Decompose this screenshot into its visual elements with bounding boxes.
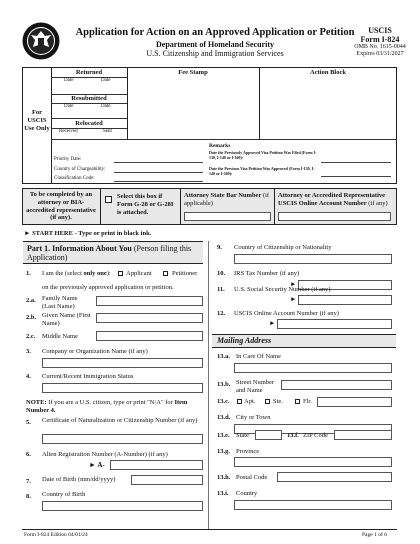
country-chargeability-label: Country of Chargeability: <box>54 167 106 172</box>
company-label: Company or Organization Name (if any) <box>42 348 148 355</box>
agency-name: U.S. Citizenship and Immigration Services <box>146 49 284 58</box>
sent-label: Sent <box>103 129 112 134</box>
state-bar-label-text: Attorney State Bar Number <box>184 192 262 199</box>
arrow-right-icon: ► <box>290 281 297 288</box>
remarks-label: Remarks <box>209 143 231 149</box>
country-of-birth-input[interactable] <box>42 501 203 511</box>
unit-number-input[interactable] <box>317 397 392 407</box>
family-name-input[interactable] <box>96 296 203 306</box>
country-of-birth-label: Country of Birth <box>42 491 86 498</box>
mailing-address-title: Mailing Address <box>217 336 272 345</box>
ssn-arrow <box>290 296 296 304</box>
naturalization-label: Certificate of Naturalization or Citizenship Number (if any) <box>42 417 198 424</box>
item-7-number: 7. <box>26 478 31 485</box>
classification-code-label: Classification Code: <box>54 176 95 181</box>
item-1-prompt <box>42 270 111 278</box>
form-title: Application for Action on an Approved Application or Petition <box>75 27 355 38</box>
note-text: If you are a U.S. citizen, type or print "N/A" for <box>48 399 173 406</box>
item-2c-number: 2.c. <box>26 333 36 340</box>
applicant-label: Applicant <box>126 270 152 277</box>
expiration-date: Expires 03/31/2027 <box>356 51 404 57</box>
item-13h-number: 13.h. <box>217 474 231 481</box>
note-item: Item Number 4. <box>26 399 188 414</box>
relocated-label: Relocated <box>75 120 103 127</box>
part1-subtitle: (Person filing this Application) <box>27 244 192 263</box>
a-number-label: Alien Registration Number (A-Number) (if any) <box>42 451 168 458</box>
item-3-number: 3. <box>26 348 31 355</box>
item-12-number: 12. <box>217 310 226 317</box>
item-10-number: 10. <box>217 270 226 277</box>
item-13d-number: 13.d. <box>217 414 231 421</box>
arrow-right-icon: ► <box>89 461 96 469</box>
online-account-qualifier: (if any) <box>368 199 388 207</box>
dob-input[interactable] <box>131 475 203 485</box>
state-bar-label <box>184 192 272 208</box>
arrow-right-icon: ► <box>269 320 276 327</box>
remarks-filed-text: Date the Previously Approved Visa Petition Was Filed (Form I-130, I-140 or I-360): <box>209 150 317 160</box>
resubmitted-date-label-2: Date <box>101 104 111 109</box>
returned-date-label-2: Date <box>101 78 111 83</box>
province-label: Province <box>236 448 260 455</box>
middle-name-label: Middle Name <box>42 333 78 340</box>
department-name: Department of Homeland Security <box>156 40 274 49</box>
item-1-prompt-only: only one <box>83 270 107 277</box>
irs-label: IRS Tax Number (if any) <box>234 270 300 277</box>
flr-checkbox[interactable] <box>295 399 300 404</box>
state-select[interactable] <box>255 430 282 440</box>
start-here-text: START HERE - Type or print in black ink. <box>32 230 152 237</box>
item-1-prompt-pre: I am the (select <box>42 270 82 277</box>
middle-name-input[interactable] <box>96 331 203 341</box>
part1-title-text: Part 1. Information About You <box>27 244 132 253</box>
country-label: Country <box>236 490 258 497</box>
a-number-prefix-text: A- <box>97 461 105 469</box>
resubmitted-label: Resubmitted <box>71 95 107 102</box>
given-name-input[interactable] <box>96 313 203 323</box>
item-13c-number: 13.c. <box>217 398 230 405</box>
part1-title <box>27 244 203 262</box>
remarks-approved-text: Date the Previous Visa Petition Was Approved (Form I-130, I-140 or I-360): <box>209 166 315 176</box>
a-number-input[interactable] <box>110 460 203 470</box>
returned-label: Returned <box>75 69 103 76</box>
item-6-number: 6. <box>26 451 31 458</box>
online-account-label <box>278 192 396 208</box>
item-9-number: 9. <box>217 244 222 251</box>
item-1-prompt-post: ): <box>106 270 111 277</box>
applicant-checkbox[interactable] <box>118 271 123 276</box>
resubmitted-date-label: Date <box>64 104 74 109</box>
state-label: State <box>236 432 249 439</box>
state-bar-input[interactable] <box>184 212 271 221</box>
item-13f-number: 13.f. <box>287 432 299 439</box>
postal-code-label: Postal Code <box>236 474 268 481</box>
item-1-continuation: on the previously approved application or petition. <box>42 284 174 291</box>
item-8-number: 8. <box>26 493 31 500</box>
returned-date-label: Date <box>64 78 74 83</box>
apt-label: Apt. <box>244 398 256 405</box>
item-13e-number: 13.e. <box>217 432 230 439</box>
apt-checkbox[interactable] <box>237 399 242 404</box>
item-4-number: 4. <box>26 373 31 380</box>
page-number: Page 1 of 6 <box>362 532 387 538</box>
zip-input[interactable] <box>334 430 392 440</box>
agency-code: USCIS <box>368 26 392 35</box>
action-block-label: Action Block <box>310 69 346 76</box>
item-13i-number: 13.i. <box>217 490 229 497</box>
online-account-label-text: Attorney or Accredited Representative USCIS Online Account Number <box>278 192 386 207</box>
form-edition: Form I-824 Edition 04/01/24 <box>24 532 88 538</box>
dob-label: Date of Birth (mm/dd/yyyy) <box>42 476 116 483</box>
flr-label: Flr. <box>303 398 312 405</box>
online-arrow <box>269 320 275 328</box>
fee-stamp-label: Fee Stamp <box>178 69 208 76</box>
item-2a-number: 2.a. <box>26 297 36 304</box>
g28-checkbox[interactable] <box>105 196 112 203</box>
seal-icon <box>22 22 60 60</box>
arrow-right-icon: ► <box>24 230 31 237</box>
dhs-seal <box>22 22 60 60</box>
item-13b-number: 13.b. <box>217 381 231 388</box>
postal-code-input[interactable] <box>277 472 392 482</box>
given-name-label: Given Name (First Name) <box>42 312 91 327</box>
item-13g-number: 13.g. <box>217 448 230 455</box>
attorney-online-account-input[interactable] <box>278 212 391 221</box>
company-input[interactable] <box>42 358 203 368</box>
omb-number: OMB No. 1615-0044 <box>354 44 406 50</box>
petitioner-label: Petitioner <box>172 270 198 277</box>
immigration-status-input[interactable] <box>42 383 203 393</box>
ssn-input[interactable] <box>298 295 392 305</box>
province-input[interactable] <box>234 457 392 467</box>
start-here-line <box>24 230 151 238</box>
immigration-status-label: Current/Recent Immigration Status <box>42 373 134 380</box>
petitioner-checkbox[interactable] <box>163 271 168 276</box>
form-number: Form I-824 <box>360 35 400 44</box>
attorney-completion-note: To be completed by an attorney or BIA-accredited representative (if any). <box>26 191 96 222</box>
ste-label: Ste. <box>273 398 283 405</box>
online-account-number-label: USCIS Online Account Number (if any) <box>234 310 339 317</box>
item-2b-number: 2.b. <box>26 314 37 321</box>
online-account-number-input[interactable] <box>277 319 392 329</box>
item-13a-number: 13.a. <box>217 353 230 360</box>
note-label: NOTE: <box>26 399 47 406</box>
citizenship-label: Country of Citizenship or Nationality <box>234 244 332 251</box>
care-of-label: In Care Of Name <box>236 353 281 360</box>
state-bar-qualifier: (if applicable) <box>184 192 270 207</box>
a-number-prefix <box>89 461 105 469</box>
note-us-citizen <box>26 399 204 415</box>
item-1-number: 1. <box>26 270 31 277</box>
ssn-label: U.S. Social Security Number (if any) <box>234 286 331 293</box>
family-name-label: Family Name (Last Name) <box>42 295 78 310</box>
uscis-use-only-label: For USCIS Use Only <box>24 109 50 132</box>
zip-label: ZIP Code <box>303 432 328 439</box>
country-input[interactable] <box>234 500 392 510</box>
ste-checkbox[interactable] <box>265 399 270 404</box>
naturalization-input[interactable] <box>42 434 203 444</box>
priority-date-label: Priority Date: <box>54 157 82 162</box>
citizenship-input[interactable] <box>234 254 392 264</box>
care-of-input[interactable] <box>234 363 392 373</box>
street-label: Street Number and Name <box>236 379 275 394</box>
arrow-right-icon: ► <box>290 296 297 303</box>
received-label: Received <box>59 129 78 134</box>
item-5-number: 5. <box>26 419 31 426</box>
city-label: City or Town <box>236 414 271 421</box>
g28-checkbox-label: Select this box if Form G-28 or G-28I is attached. <box>117 193 174 216</box>
item-11-number: 11. <box>217 286 225 293</box>
street-input[interactable] <box>281 380 392 390</box>
